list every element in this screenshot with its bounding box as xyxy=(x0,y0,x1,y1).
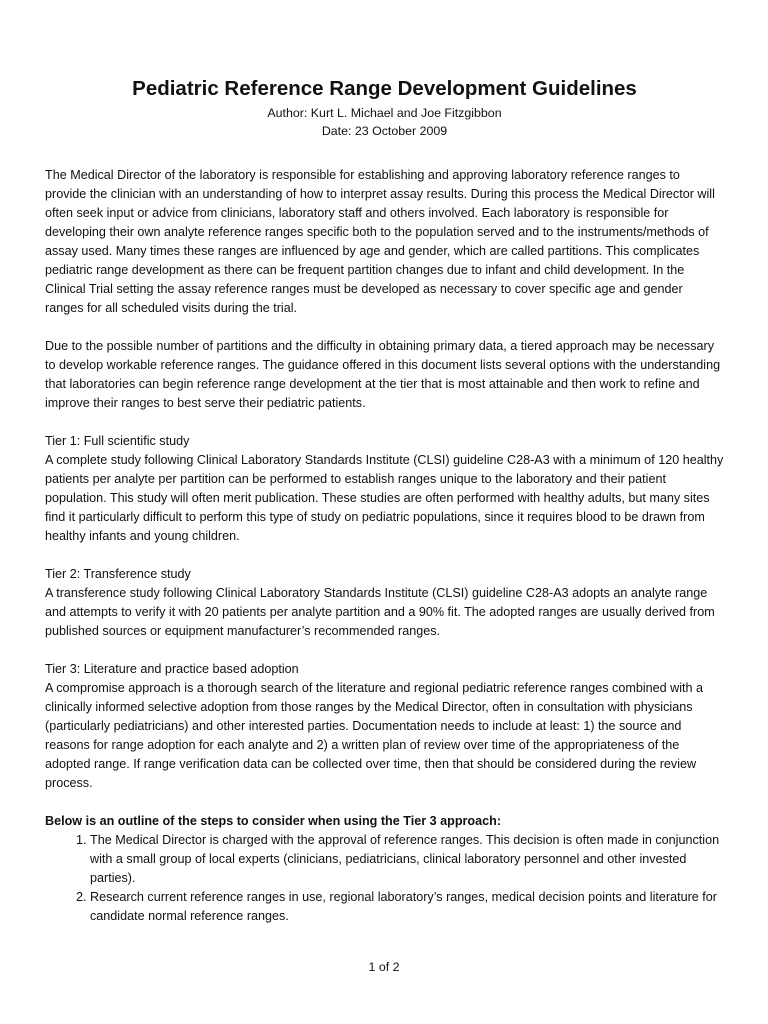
tier-1-section xyxy=(45,432,724,546)
intro-paragraph-1: The Medical Director of the laboratory is responsible for establishing and approving laboratory reference ranges to provide the clinician with an understanding of how to interpret assay results. During this process the Medical Director will often seek input or advice from clinicians, laboratory staff and others involved. Each laboratory is responsible for developing their own analyte reference ranges specific both to the population served and to the instruments/methods of assay used. Many times these ranges are influenced by age and gender, which are called partitions. This complicates pediatric range development as there can be frequent partition changes due to infant and child development. In the Clinical Trial setting the assay reference ranges must be developed as necessary to cover specific age and gender ranges for all scheduled visits during the trial. xyxy=(45,168,715,315)
tier-2-heading: Tier 2: Transference study xyxy=(45,567,191,581)
tier-2-text: A transference study following Clinical Laboratory Standards Institute (CLSI) guideline C28-A3 adopts an analyte range and attempts to verify it with 20 patients per analyte partition and a 90% fit. The adopted ranges are usually derived from published sources or equipment manufacturer’s recommended ranges. xyxy=(45,586,715,638)
tier-1-heading: Tier 1: Full scientific study xyxy=(45,434,190,448)
tier-3-text: A compromise approach is a thorough search of the literature and regional pediatric reference ranges combined with a clinically informed selective adoption from those ranges by the Medical Director, often in consultation with physicians (particularly pediatricians) and other interested parties. Documentation needs to include at least: 1) the source and reasons for range adoption for each analyte and 2) a written plan of review over time of the appropriateness of the adopted range. If range verification data can be collected over time, then that should be considered during the review process. xyxy=(45,681,704,790)
outline-heading: Below is an outline of the steps to consider when using the Tier 3 approach: xyxy=(45,814,502,828)
author-line: Author: Kurt L. Michael and Joe Fitzgibbon xyxy=(267,106,502,120)
steps-list xyxy=(45,831,724,926)
date-line: Date: 23 October 2009 xyxy=(321,124,448,138)
page-number: 1 of 2 xyxy=(368,960,400,974)
tier-1-text: A complete study following Clinical Laboratory Standards Institute (CLSI) guideline C28-A3 with a minimum of 120 healthy patients per analyte per partition can be performed to establish ranges unique to the laboratory and their patient population. This study will often merit publication. These studies are often performed with healthy adults, but many sites find it particularly difficult to perform this type of study on pediatric populations, since it requires blood to be drawn from healthy infants and young children. xyxy=(45,453,724,543)
tier-2-section xyxy=(45,565,724,641)
intro-paragraph-2: Due to the possible number of partitions and the difficulty in obtaining primary data, a tiered approach may be necessary to develop workable reference ranges. The guidance offered in this document lists several options with the understanding that laboratories can begin reference range development at the tier that is most attainable and then work to refine and improve their ranges to best serve their pediatric patients. xyxy=(45,339,721,410)
list-item: 1. The Medical Director is charged with the approval of reference ranges. This decision is often made in conjunction with a small group of local experts (clinicians, pediatricians, clinical laboratory personnel and other invested parties). xyxy=(90,831,724,888)
tier-3-heading: Tier 3: Literature and practice based adoption xyxy=(45,662,299,676)
document-title: Pediatric Reference Range Development Guidelines xyxy=(132,77,637,100)
list-item: 2. Research current reference ranges in use, regional laboratory’s ranges, medical decision points and literature for candidate normal reference ranges. xyxy=(90,888,724,926)
tier-3-section xyxy=(45,660,724,793)
